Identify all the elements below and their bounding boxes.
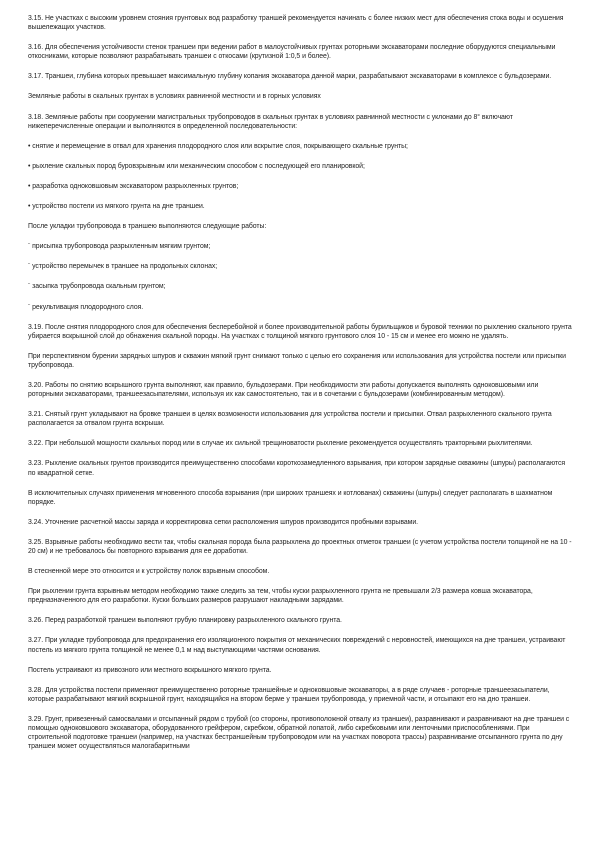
paragraph-3-28: 3.28. Для устройства постели применяют преимущественно роторные траншейные и одноковшовые экскаваторы, а в ряде случаев - роторные траншеезасыпатели, которые разрабатывают мягкий вскрышной грунт, находящийся на втором берме у траншеи трубопровода, у приемной части, и отсыпают его на дно траншеи. xyxy=(28,686,550,703)
paragraph-3-26: 3.26. Перед разработкой траншеи выполняют грубую планировку разрыхленного скального грунта. xyxy=(28,617,342,625)
list-item: ¨ рекультивация плодородного слоя. xyxy=(28,303,144,311)
list-item: • устройство постели из мягкого грунта на дне траншеи. xyxy=(28,203,205,211)
paragraph-3-16: 3.16. Для обеспечения устойчивости стенок траншеи при ведении работ в малоустойчивых грунтах роторными экскаваторами последние оборудуются специальными откосниками, которые позволяют разрабатывать траншеи с откосами (крутизной 1:0,5 и более). xyxy=(28,44,556,61)
section-heading: Земляные работы в скальных грунтах в условиях равнинной местности и в горных условиях xyxy=(28,93,321,101)
paragraph: В стесненной мере это относится и к устройству полок взрывным способом. xyxy=(28,568,270,576)
paragraph-3-25: 3.25. Взрывные работы необходимо вести так, чтобы скальная порода была разрыхлена до проектных отметок траншеи (с учетом устройства постели толщиной не на 10 - 20 см) и не требовалось бы повторного взрывания для ее доработки. xyxy=(28,538,572,555)
paragraph-3-23: 3.23. Рыхление скальных грунтов производится преимущественно способами короткозамедленного взрывания, при котором зарядные скважины (шпуры) располагаются по квадратной сетке. xyxy=(28,460,566,477)
paragraph-3-17: 3.17. Траншеи, глубина которых превышает максимальную глубину копания экскаватора данной марки, разрабатывают экскаваторами в комплексе с бульдозерами. xyxy=(28,73,552,81)
list-item: ¨ засыпка трубопровода скальным грунтом; xyxy=(28,283,166,291)
list-item: • разработка одноковшовым экскаватором разрыхленных грунтов; xyxy=(28,182,239,190)
paragraph: При рыхлении грунта взрывным методом необходимо также следить за тем, чтобы куски разрыхленного грунта не превышали 2/3 размера ковша экскаватора, предназначенного для его разработки. Куски больших размеров разрушают накладными зарядами. xyxy=(28,588,533,605)
list-intro: После укладки трубопровода в траншею выполняются следующие работы: xyxy=(28,223,267,231)
paragraph-3-18: 3.18. Земляные работы при сооружении магистральных трубопроводов в скальных грунтах в условиях равнинной местности с уклонами до 8° включают нижеперечисленные операции и выполняются в определенной последовательности: xyxy=(28,113,513,130)
paragraph-3-24: 3.24. Уточнение расчетной массы заряда и корректировка сетки расположения шпуров производится пробными взрывами. xyxy=(28,518,418,526)
paragraph: Постель устраивают из привозного или местного вскрышного мягкого грунта. xyxy=(28,666,272,674)
paragraph-3-29: 3.29. Грунт, привезенный самосвалами и отсыпанный рядом с трубой (со стороны, противоположной отвалу из траншеи), разравнивают и разравнивают на дне траншеи с помощью одноковшового экскаватора, оборудованного грейфером, скребком, обратной лопатой, либо скребковыми или ленточными приспособлениями. При строительной подготовке траншеи (например, на участках бестраншейным трубопроводом или на участках поворота трассы) разравнивание отсыпанного грунта по дну траншеи может осуществляться малогабаритными xyxy=(28,715,570,751)
paragraph-3-27: 3.27. При укладке трубопровода для предохранения его изоляционного покрытия от механических повреждений с неровностей, имеющихся на дне траншеи, устраивают постель из мягкого грунта толщиной не менее 0,1 м над выступающими частями основания. xyxy=(28,637,566,654)
list-item: • рыхление скальных пород буровзрывным или механическим способом с последующей его планировкой; xyxy=(28,162,365,170)
list-item: • снятие и перемещение в отвал для хранения плодородного слоя или вскрытие слоя, покрывающего скальные грунты; xyxy=(28,142,408,150)
paragraph-3-19: 3.19. После снятия плодородного слоя для обеспечения бесперебойной и более производительной работы бурильщиков и буровой техники по рыхлению скального грунта убирается вскрышной слой до обнажения скальной породы. На участках с толщиной мягкого грунтового слоя 10 - 15 см и менее его можно не удалять. xyxy=(28,323,572,340)
list-item: ¨ устройство перемычек в траншее на продольных склонах; xyxy=(28,263,218,271)
paragraph-3-22: 3.22. При небольшой мощности скальных пород или в случае их сильной трещиноватости рыхление рекомендуется осуществлять тракторными рыхлителями. xyxy=(28,440,533,448)
list-item: ¨ присыпка трубопровода разрыхленным мягким грунтом; xyxy=(28,243,211,251)
paragraph-3-20: 3.20. Работы по снятию вскрышного грунта выполняют, как правило, бульдозерами. При необходимости эти работы допускается выполнять одноковшовыми или роторными экскаваторами, траншеезасыпателями, используя их как самостоятельно, так и в сочетании с бульдозерами (комбинированным методом). xyxy=(28,381,539,399)
paragraph-3-21: 3.21. Снятый грунт укладывают на бровке траншеи в целях возможности использования для устройства постели и присыпки. Отвал разрыхленного скального грунта располагается за отвалом грунта вскрыши. xyxy=(28,411,552,428)
paragraph: При перспективном бурении зарядных шпуров и скважин мягкий грунт снимают только с целью его сохранения или использования для устройства постели или присыпки трубопровода. xyxy=(28,352,566,369)
paragraph-3-15: 3.15. Не участках с высоким уровнем стояния грунтовых вод разработку траншей рекомендуется начинать с более низких мест для обеспечения стока воды и осушения вышележащих участков. xyxy=(28,15,564,32)
paragraph: В исключительных случаях применения мгновенного способа взрывания (при широких траншеях и котлованах) скважины (шпуры) следует располагать в шахматном порядке. xyxy=(28,489,553,506)
